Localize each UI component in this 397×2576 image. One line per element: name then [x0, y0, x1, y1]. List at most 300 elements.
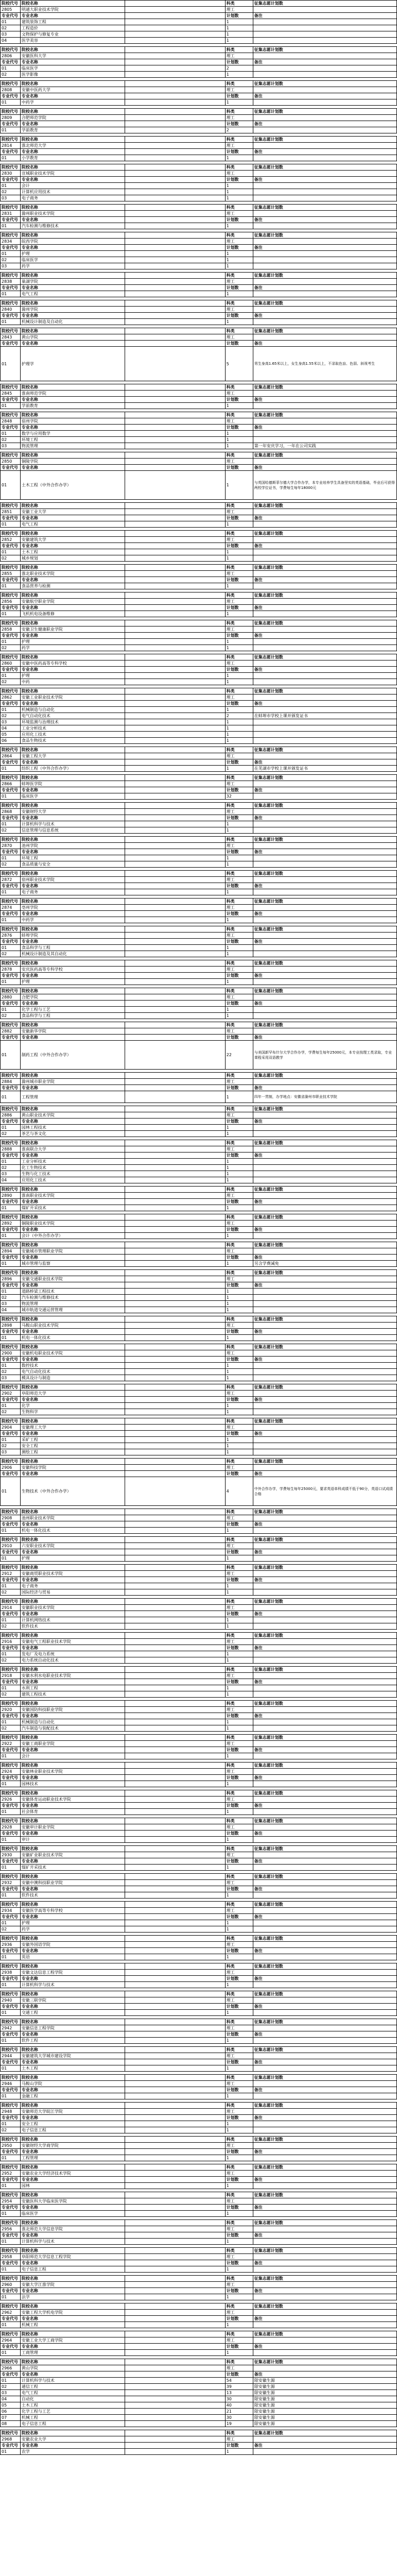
supplement-plan-label: 征集志愿计划数	[253, 1818, 396, 1824]
school-code-label: 院校代号	[1, 2192, 21, 2198]
school-block	[0, 564, 397, 589]
school-block	[0, 1935, 397, 1960]
empty-cell	[125, 1673, 225, 1679]
empty-cell	[125, 2266, 225, 2273]
empty-cell	[125, 1902, 225, 1908]
empty-cell	[253, 2081, 396, 2087]
major-header-row	[1, 465, 397, 471]
major-row	[1, 2402, 397, 2409]
major-header-row	[1, 605, 397, 611]
supplement-plan-label: 征集志愿计划数	[253, 1790, 396, 1797]
school-code-label: 院校代号	[1, 1565, 21, 1571]
major-name: 发电厂及电力系统	[20, 1651, 125, 1657]
school-info-row	[1, 459, 397, 465]
school-info-row	[1, 1079, 397, 1085]
school-header-row	[1, 2075, 397, 2081]
plan-count: 1	[225, 257, 253, 263]
supplement-plan-label: 征集志愿计划数	[253, 137, 396, 143]
school-block	[0, 1536, 397, 1562]
empty-cell	[125, 1193, 225, 1199]
school-block	[0, 1700, 397, 1732]
school-header-row	[1, 1073, 397, 1079]
remarks-label: 备注	[253, 1976, 396, 1982]
major-code: 01	[1, 521, 21, 528]
major-row	[1, 1926, 397, 1933]
empty-cell	[125, 1852, 225, 1858]
major-row	[1, 2038, 397, 2044]
supplement-plan-label: 征集志愿计划数	[253, 2137, 396, 2143]
school-code: 2830	[1, 171, 21, 177]
major-row	[1, 645, 397, 651]
major-header-row	[1, 1035, 397, 1041]
empty-cell	[125, 397, 225, 403]
major-note: 与英国哈德斯菲尔德大学合作办学，本专业培养学生具备坚实的英语基础，毕业后可获得两校学位证书，学费每生每年18000元	[253, 471, 396, 500]
major-name-label: 专业名称	[20, 1549, 125, 1555]
category-value: 理工	[225, 1908, 253, 1914]
category-value: 理工	[225, 391, 253, 397]
school-block	[0, 204, 397, 229]
school-code-label: 院校代号	[1, 926, 21, 933]
plan-count: 1	[225, 1920, 253, 1926]
school-name-label: 院校名称	[20, 1902, 125, 1908]
school-table	[0, 1700, 397, 1732]
school-table	[0, 1734, 397, 1759]
school-table	[0, 2019, 397, 2044]
major-code: 01	[1, 1555, 21, 1562]
major-name-label: 专业名称	[20, 1357, 125, 1363]
category-label: 科类	[225, 1509, 253, 1515]
empty-cell	[125, 926, 225, 933]
major-note: 第一年安庆学习，一年在公司实践	[253, 443, 396, 449]
empty-cell	[125, 1350, 225, 1357]
plan-label: 计划数	[225, 849, 253, 855]
major-name: 机械制造与自动化	[20, 707, 125, 713]
school-name: 安徽建筑大学城市建设学院	[20, 2053, 125, 2059]
major-name: 建筑工程技术	[20, 1691, 125, 1698]
school-code-label: 院校代号	[1, 2248, 21, 2254]
major-note	[253, 673, 396, 679]
plan-label: 计划数	[225, 787, 253, 793]
school-name: 安徽农业大学	[20, 2436, 125, 2443]
empty-cell	[253, 307, 396, 313]
empty-cell	[253, 843, 396, 849]
empty-cell	[253, 537, 396, 543]
school-name: 安徽文达信息工程学院	[20, 1970, 125, 1976]
plan-label: 计划数	[225, 313, 253, 319]
empty-cell	[253, 1824, 396, 1831]
empty-cell	[125, 753, 225, 759]
major-header-row	[1, 245, 397, 251]
major-code-label: 专业代号	[1, 2149, 21, 2155]
school-table	[0, 620, 397, 651]
school-name: 安徽水利水电职业技术学院	[20, 1673, 125, 1679]
remarks-label: 备注	[253, 633, 396, 639]
empty-cell	[125, 65, 225, 72]
school-header-row	[1, 1991, 397, 1997]
school-table	[0, 502, 397, 528]
empty-cell	[125, 1589, 225, 1596]
major-row	[1, 2010, 397, 2016]
category-value: 理工	[225, 1248, 253, 1255]
school-name-label: 院校名称	[20, 1384, 125, 1391]
major-header-row	[1, 1085, 397, 1091]
major-note	[253, 263, 396, 269]
major-note	[253, 1920, 396, 1926]
school-header-row	[1, 803, 397, 809]
school-name: 宿州学院	[20, 418, 125, 425]
school-block	[0, 1242, 397, 1267]
major-name-label: 专业名称	[20, 2371, 125, 2378]
supplement-plan-label: 征集志愿计划数	[253, 1701, 396, 1707]
empty-cell	[125, 2164, 225, 2171]
major-name: 小学教育	[20, 155, 125, 161]
category-value: 理工	[225, 2337, 253, 2344]
school-header-row	[1, 1537, 397, 1543]
empty-cell	[125, 861, 225, 868]
school-block	[0, 300, 397, 325]
major-code-label: 专业代号	[1, 2371, 21, 2378]
empty-cell	[125, 1605, 225, 1611]
school-block	[0, 960, 397, 985]
empty-cell	[125, 285, 225, 291]
school-header-row	[1, 899, 397, 905]
empty-cell	[125, 803, 225, 809]
major-code: 01	[1, 65, 21, 72]
empty-cell	[125, 205, 225, 211]
major-code-label: 专业代号	[1, 1914, 21, 1920]
plan-label: 计划数	[225, 973, 253, 979]
plan-count: 1	[225, 732, 253, 738]
school-name: 马鞍山学院	[20, 2081, 125, 2087]
major-header-row	[1, 1831, 397, 1837]
school-code-label: 院校代号	[1, 654, 21, 660]
empty-cell	[125, 2192, 225, 2198]
empty-cell	[125, 19, 225, 25]
major-row	[1, 2384, 397, 2390]
category-label: 科类	[225, 2047, 253, 2053]
major-name-label: 专业名称	[20, 2177, 125, 2183]
empty-cell	[125, 13, 225, 19]
school-code-label: 院校代号	[1, 2137, 21, 2143]
school-name: 安徽城市管理职业学院	[20, 1248, 125, 1255]
plan-count: 1	[225, 1809, 253, 1815]
category-label: 科类	[225, 2075, 253, 2081]
category-value: 理工	[225, 2198, 253, 2205]
school-name: 合肥学院	[20, 994, 125, 1001]
empty-cell	[253, 660, 396, 667]
major-name-label: 专业名称	[20, 341, 125, 347]
school-code: 2958	[1, 2254, 21, 2260]
category-label: 科类	[225, 1701, 253, 1707]
plan-count: 1	[225, 1982, 253, 1988]
major-header-row	[1, 1471, 397, 1477]
school-code-label: 院校代号	[1, 775, 21, 781]
school-code: 2968	[1, 2436, 21, 2443]
major-header-row	[1, 1001, 397, 1007]
school-name: 安徽矿业职业技术学院	[20, 1852, 125, 1858]
school-header-row	[1, 2019, 397, 2025]
school-block	[0, 1418, 397, 1455]
category-value: 理工	[225, 809, 253, 815]
major-code: 04	[1, 38, 21, 44]
remarks-label: 备注	[253, 759, 396, 766]
remarks-label: 备注	[253, 701, 396, 707]
category-label: 科类	[225, 2248, 253, 2254]
remarks-label: 备注	[253, 313, 396, 319]
plan-count: 1	[225, 72, 253, 78]
school-name: 淮北职业技术学院	[20, 571, 125, 577]
major-name: 电气工程	[20, 291, 125, 297]
plan-label: 计划数	[225, 1886, 253, 1892]
major-note	[253, 1233, 396, 1239]
category-label: 科类	[225, 1344, 253, 1350]
school-code: 2805	[1, 7, 21, 13]
major-row	[1, 521, 397, 528]
school-name: 淮南师范学院	[20, 391, 125, 397]
plan-count: 1	[225, 1719, 253, 1725]
category-label: 科类	[225, 1790, 253, 1797]
major-code: 01	[1, 707, 21, 713]
major-name-label: 专业名称	[20, 93, 125, 99]
major-note	[253, 707, 396, 713]
major-code: 02	[1, 437, 21, 443]
empty-cell	[125, 1790, 225, 1797]
major-code: 01	[1, 549, 21, 555]
school-block	[0, 1734, 397, 1759]
major-note	[253, 1205, 396, 1211]
plan-label: 计划数	[225, 465, 253, 471]
supplement-plan-label: 征集志愿计划数	[253, 531, 396, 537]
empty-cell	[253, 1221, 396, 1227]
empty-cell	[125, 509, 225, 515]
school-header-row	[1, 2220, 397, 2226]
school-table	[0, 272, 397, 297]
major-code: 02	[1, 951, 21, 957]
major-name-label: 专业名称	[20, 543, 125, 549]
remarks-label: 备注	[253, 1948, 396, 1954]
school-name: 马鞍山职业技术学院	[20, 1323, 125, 1329]
school-header-row	[1, 1565, 397, 1571]
plan-label: 计划数	[225, 1001, 253, 1007]
supplement-plan-label: 征集志愿计划数	[253, 2248, 396, 2254]
major-name-label: 专业名称	[20, 701, 125, 707]
remarks-label: 备注	[253, 397, 396, 403]
plan-count: 1	[225, 1725, 253, 1732]
major-code-label: 专业代号	[1, 2344, 21, 2350]
empty-cell	[125, 1307, 225, 1313]
school-name: 安徽师范大学皖江学院	[20, 2109, 125, 2115]
school-code: 2808	[1, 87, 21, 93]
empty-cell	[125, 1397, 225, 1403]
major-code-label: 专业代号	[1, 59, 21, 65]
plan-count: 19	[225, 2421, 253, 2427]
category-label: 科类	[225, 1846, 253, 1852]
school-code: 2845	[1, 391, 21, 397]
school-code: 2918	[1, 1673, 21, 1679]
empty-cell	[253, 1323, 396, 1329]
major-row	[1, 127, 397, 133]
major-code: 01	[1, 1205, 21, 1211]
major-name-label: 专业名称	[20, 2031, 125, 2038]
empty-cell	[125, 2115, 225, 2121]
school-name: 巢湖学院	[20, 279, 125, 285]
empty-cell	[125, 25, 225, 31]
school-table	[0, 530, 397, 562]
plan-label: 计划数	[225, 217, 253, 223]
empty-cell	[125, 1537, 225, 1543]
school-name-label: 院校名称	[20, 620, 125, 626]
major-note	[253, 793, 396, 800]
major-row	[1, 319, 397, 325]
school-name-label: 院校名称	[20, 137, 125, 143]
supplement-plan-label: 征集志愿计划数	[253, 1963, 396, 1970]
plan-count: 5	[225, 347, 253, 381]
empty-cell	[125, 465, 225, 471]
empty-cell	[125, 1725, 225, 1732]
school-code-label: 院校代号	[1, 2164, 21, 2171]
empty-cell	[125, 855, 225, 861]
major-name: 护理	[20, 1920, 125, 1926]
school-table	[0, 1598, 397, 1630]
school-name: 阜阳师范大学	[20, 1391, 125, 1397]
empty-cell	[125, 1443, 225, 1449]
school-header-row	[1, 328, 397, 334]
empty-cell	[125, 2019, 225, 2025]
major-note	[253, 1363, 396, 1369]
empty-cell	[125, 654, 225, 660]
remarks-label: 备注	[253, 13, 396, 19]
major-row	[1, 2239, 397, 2245]
remarks-label: 备注	[253, 2288, 396, 2294]
major-name: 会计	[20, 183, 125, 189]
major-code: 01	[1, 2211, 21, 2217]
major-code-label: 专业代号	[1, 2004, 21, 2010]
major-code-label: 专业代号	[1, 1431, 21, 1437]
major-header-row	[1, 939, 397, 945]
school-header-row	[1, 1874, 397, 1880]
remarks-label: 备注	[253, 93, 396, 99]
school-code-label: 院校代号	[1, 1418, 21, 1425]
major-code: 05	[1, 2402, 21, 2409]
school-name-label: 院校名称	[20, 1537, 125, 1543]
school-block	[0, 136, 397, 161]
category-value: 理工	[225, 781, 253, 787]
empty-cell	[125, 1248, 225, 1255]
school-info-row	[1, 1571, 397, 1577]
school-code: 2940	[1, 1997, 21, 2004]
major-row	[1, 1753, 397, 1759]
plan-label: 计划数	[225, 425, 253, 431]
school-block	[0, 898, 397, 923]
major-code: 01	[1, 1528, 21, 1534]
school-header-row	[1, 452, 397, 459]
plan-count: 1	[225, 1369, 253, 1375]
major-name: 中药学	[20, 99, 125, 106]
plan-label: 计划数	[225, 1329, 253, 1335]
major-row	[1, 1781, 397, 1787]
school-block	[0, 0, 397, 44]
major-code-label: 专业代号	[1, 911, 21, 917]
empty-cell	[253, 967, 396, 973]
major-code: 01	[1, 1982, 21, 1988]
remarks-label: 备注	[253, 1471, 396, 1477]
empty-cell	[125, 1633, 225, 1639]
school-header-row	[1, 1384, 397, 1391]
major-header-row	[1, 177, 397, 183]
major-code: 01	[1, 673, 21, 679]
plan-count: 1	[225, 19, 253, 25]
school-table	[0, 1186, 397, 1211]
empty-cell	[125, 391, 225, 397]
supplement-plan-label: 征集志愿计划数	[253, 1106, 396, 1112]
school-block	[0, 502, 397, 528]
category-label: 科类	[225, 412, 253, 418]
category-value: 理工	[225, 905, 253, 911]
major-name-label: 专业名称	[20, 2059, 125, 2065]
plan-label: 计划数	[225, 1255, 253, 1261]
major-header-row	[1, 1199, 397, 1205]
major-row	[1, 2127, 397, 2133]
empty-cell	[125, 673, 225, 679]
school-header-row	[1, 1270, 397, 1276]
school-code: 2896	[1, 1276, 21, 1282]
empty-cell	[125, 2316, 225, 2322]
plan-count: 1	[225, 979, 253, 985]
empty-cell	[253, 459, 396, 465]
major-note	[253, 945, 396, 951]
plan-count: 1	[225, 861, 253, 868]
empty-cell	[125, 291, 225, 297]
category-value: 理工	[225, 1997, 253, 2004]
empty-cell	[125, 1459, 225, 1465]
remarks-label: 备注	[253, 2260, 396, 2266]
school-table	[0, 0, 397, 44]
category-label: 科类	[225, 871, 253, 877]
plan-label: 计划数	[225, 939, 253, 945]
empty-cell	[125, 2093, 225, 2099]
category-label: 科类	[225, 2019, 253, 2025]
plan-label: 计划数	[225, 633, 253, 639]
major-row	[1, 2211, 397, 2217]
remarks-label: 备注	[253, 911, 396, 917]
school-block	[0, 688, 397, 744]
supplement-plan-label: 征集志愿计划数	[253, 503, 396, 509]
school-code: 2962	[1, 2310, 21, 2316]
plan-count: 1	[225, 1131, 253, 1137]
major-note: 限安徽生源	[253, 2390, 396, 2396]
category-value: 理工	[225, 115, 253, 121]
category-label: 科类	[225, 747, 253, 753]
major-name: 学前教育	[20, 403, 125, 409]
school-header-row	[1, 2103, 397, 2109]
plan-count: 1	[225, 1165, 253, 1171]
major-note	[253, 917, 396, 923]
school-table	[0, 1790, 397, 1815]
school-block	[0, 164, 397, 201]
empty-cell	[125, 1719, 225, 1725]
major-row	[1, 1403, 397, 1409]
major-name-label: 专业名称	[20, 1577, 125, 1583]
empty-cell	[125, 1344, 225, 1350]
empty-cell	[253, 809, 396, 815]
major-note	[253, 19, 396, 25]
empty-cell	[125, 1013, 225, 1019]
school-block	[0, 2074, 397, 2099]
major-code: 02	[1, 2384, 21, 2390]
school-code: 2928	[1, 1824, 21, 1831]
major-code: 01	[1, 471, 21, 500]
major-row	[1, 1651, 397, 1657]
